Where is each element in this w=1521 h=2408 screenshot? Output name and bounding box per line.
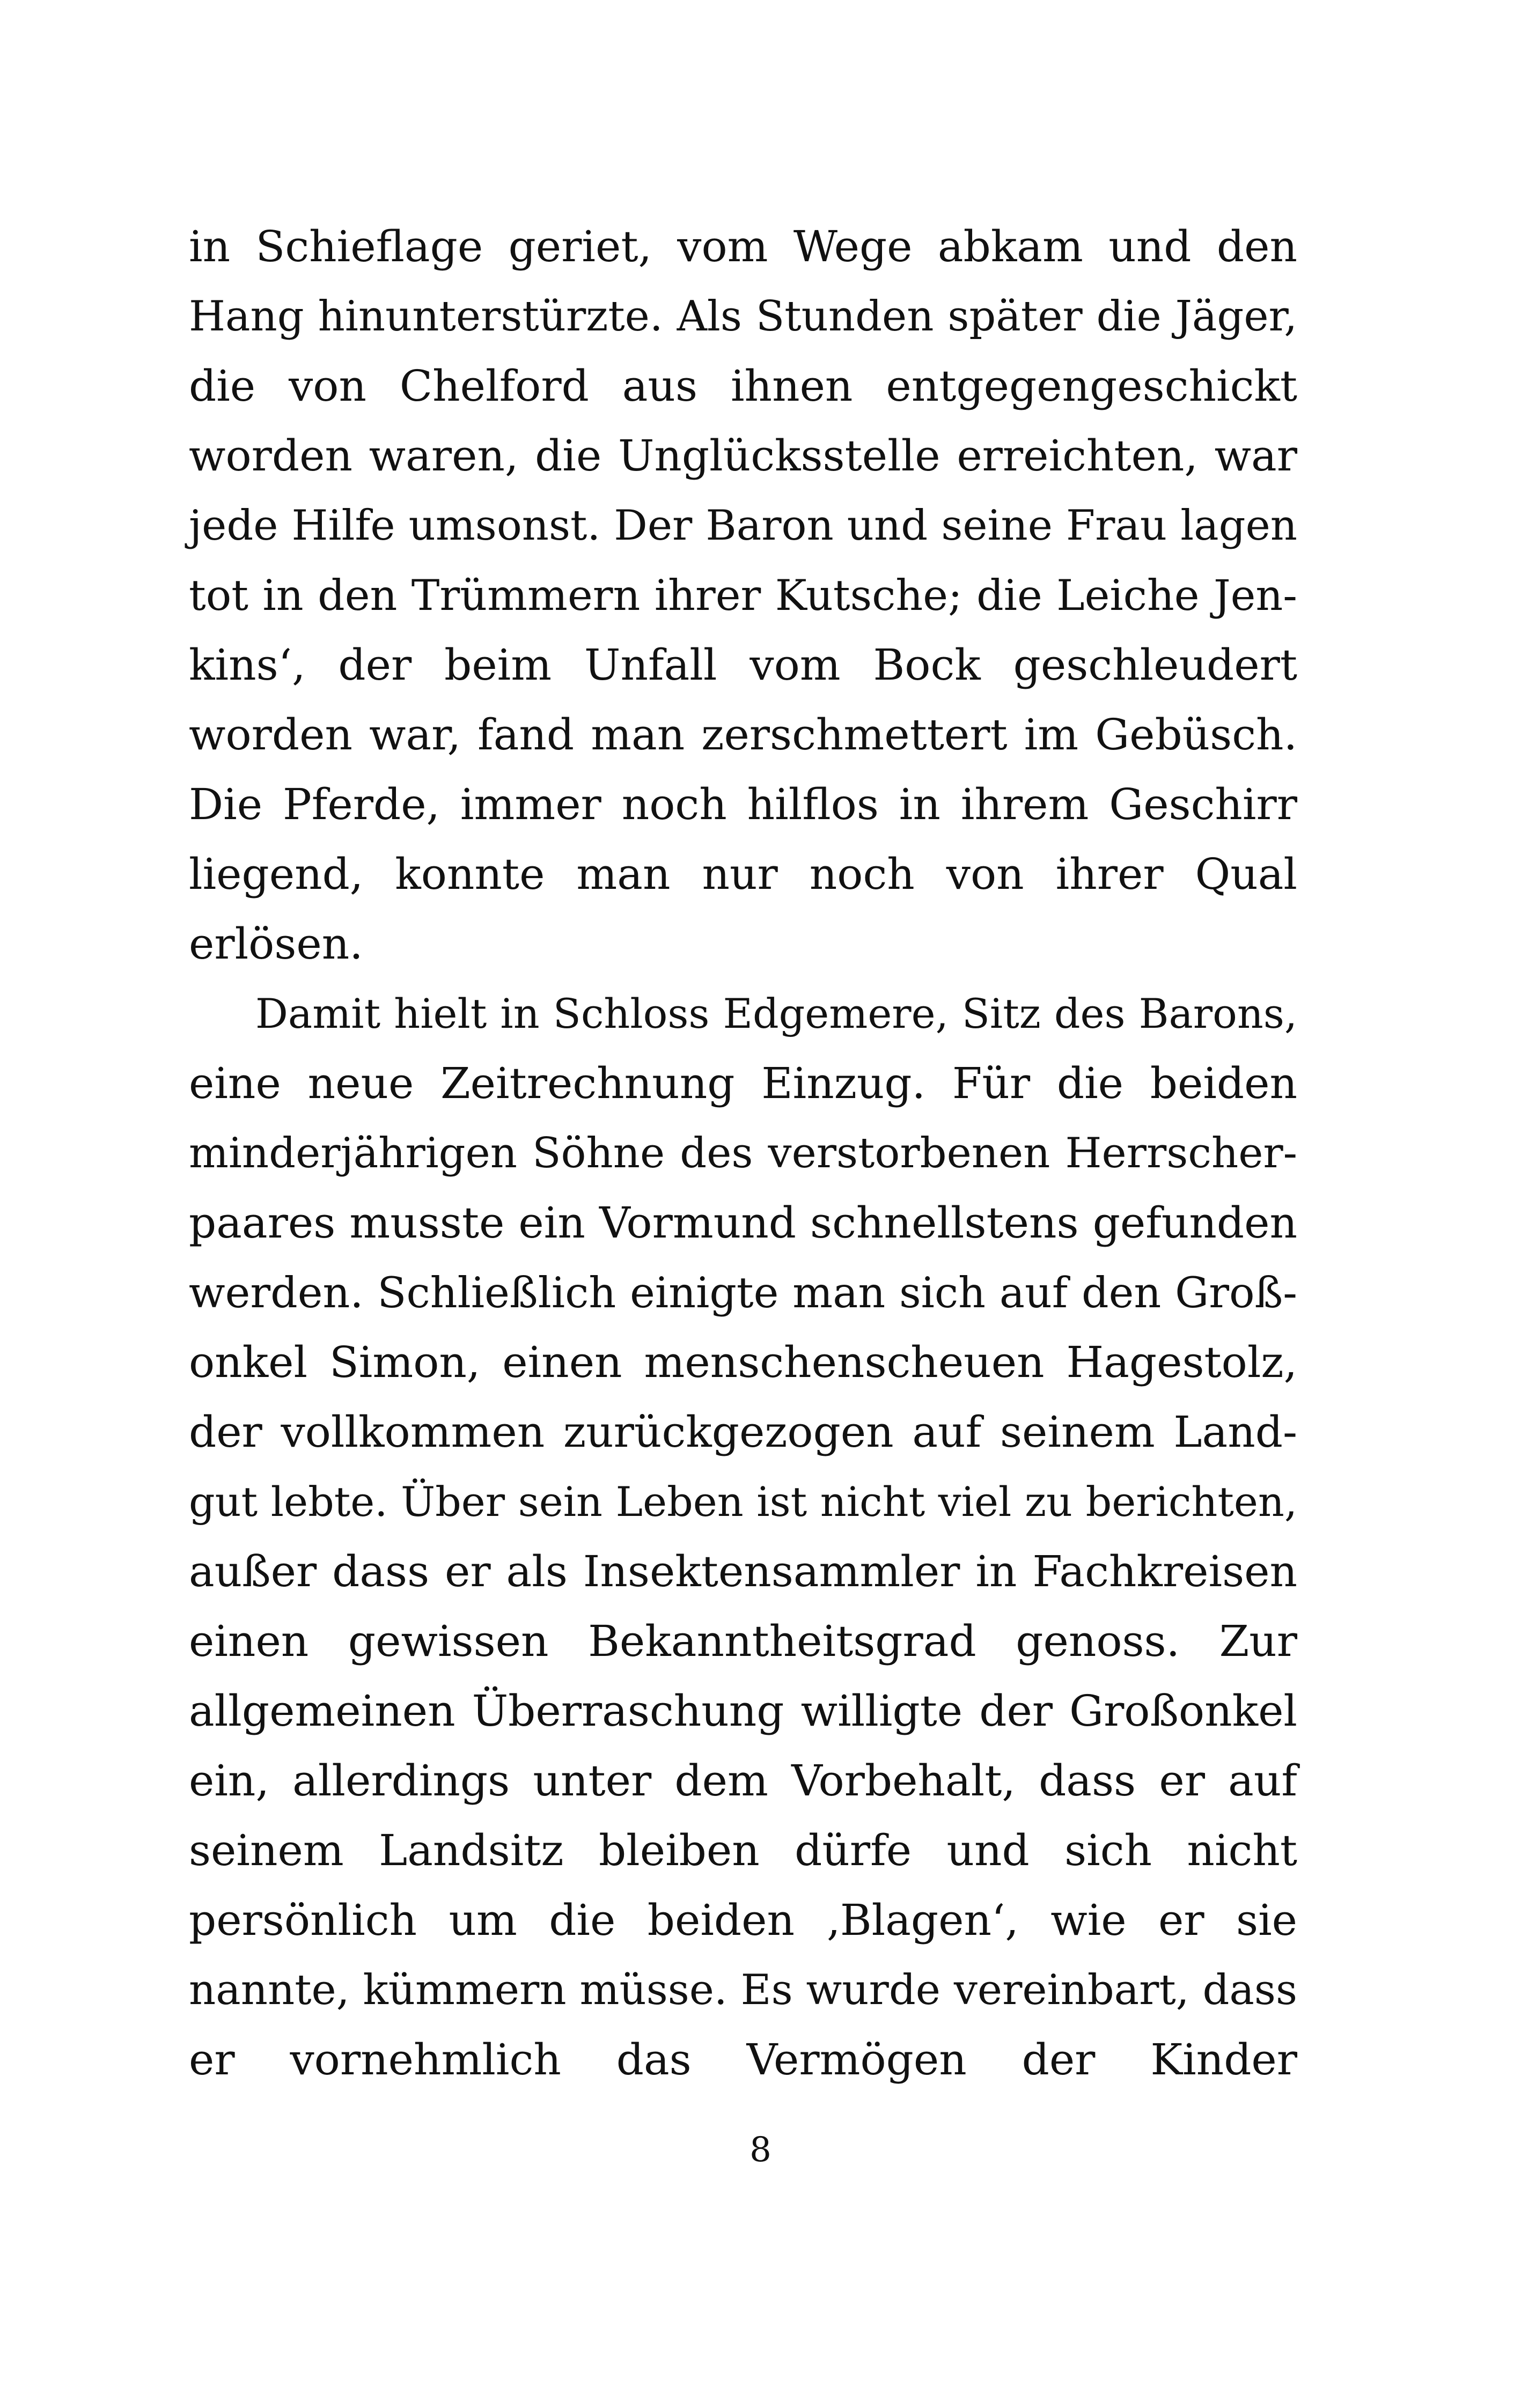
page-number: 8 bbox=[750, 2130, 771, 2170]
text-line: seinem Landsitz bleiben dürfe und sich nicht bbox=[189, 1825, 1297, 1875]
text-line: worden war, fand man zerschmettert im Gebüsch. bbox=[189, 710, 1297, 760]
text-line: der vollkommen zurückgezogen auf seinem Land- bbox=[189, 1407, 1297, 1457]
text-line: außer dass er als Insektensammler in Fachkreisen bbox=[189, 1547, 1297, 1596]
text-line: Die Pferde, immer noch hilflos in ihrem Geschirr bbox=[189, 779, 1297, 829]
text-line: allgemeinen Überraschung willigte der Großonkel bbox=[189, 1686, 1297, 1736]
text-line: kins‘, der beim Unfall vom Bock geschleudert bbox=[189, 640, 1297, 690]
text-line: in Schieflage geriet, vom Wege abkam und den bbox=[189, 222, 1297, 271]
text-line: nannte, kümmern müsse. Es wurde vereinbart, dass bbox=[189, 1966, 1297, 2014]
text-line: einen gewissen Bekanntheitsgrad genoss. Zur bbox=[189, 1616, 1297, 1666]
text-line: liegend, konnte man nur noch von ihrer Qual bbox=[189, 849, 1297, 899]
text-line: paares musste ein Vormund schnellstens gefunden bbox=[189, 1198, 1297, 1248]
paragraph-end-line: erlösen. bbox=[189, 919, 363, 969]
text-line: ein, allerdings unter dem Vorbehalt, dass er auf bbox=[189, 1756, 1297, 1806]
text-line: die von Chelford aus ihnen entgegengeschickt bbox=[189, 361, 1297, 411]
text-line: Hang hinunterstürzte. Als Stunden später die Jäger, bbox=[189, 292, 1297, 341]
paragraph-start-line: Damit hielt in Schloss Edgemere, Sitz des Barons, bbox=[255, 990, 1297, 1037]
text-line: tot in den Trümmern ihrer Kutsche; die Leiche Jen- bbox=[189, 571, 1297, 620]
text-line: eine neue Zeitrechnung Einzug. Für die beiden bbox=[189, 1058, 1297, 1108]
body-text bbox=[189, 218, 1297, 2101]
text-line: onkel Simon, einen menschenscheuen Hagestolz, bbox=[189, 1337, 1297, 1387]
text-line: gut lebte. Über sein Leben ist nicht viel zu berichten, bbox=[189, 1478, 1297, 1526]
text-line: minderjährigen Söhne des verstorbenen Herrscher- bbox=[189, 1129, 1297, 1177]
text-line: er vornehmlich das Vermögen der Kinder bbox=[189, 2035, 1297, 2085]
text-line: jede Hilfe umsonst. Der Baron und seine Frau lagen bbox=[189, 502, 1297, 550]
text-line: werden. Schließlich einigte man sich auf den Groß- bbox=[189, 1268, 1297, 1317]
text-line: persönlich um die beiden ‚Blagen‘, wie er sie bbox=[189, 1895, 1297, 1945]
text-line: worden waren, die Unglücksstelle erreichten, war bbox=[189, 431, 1297, 481]
